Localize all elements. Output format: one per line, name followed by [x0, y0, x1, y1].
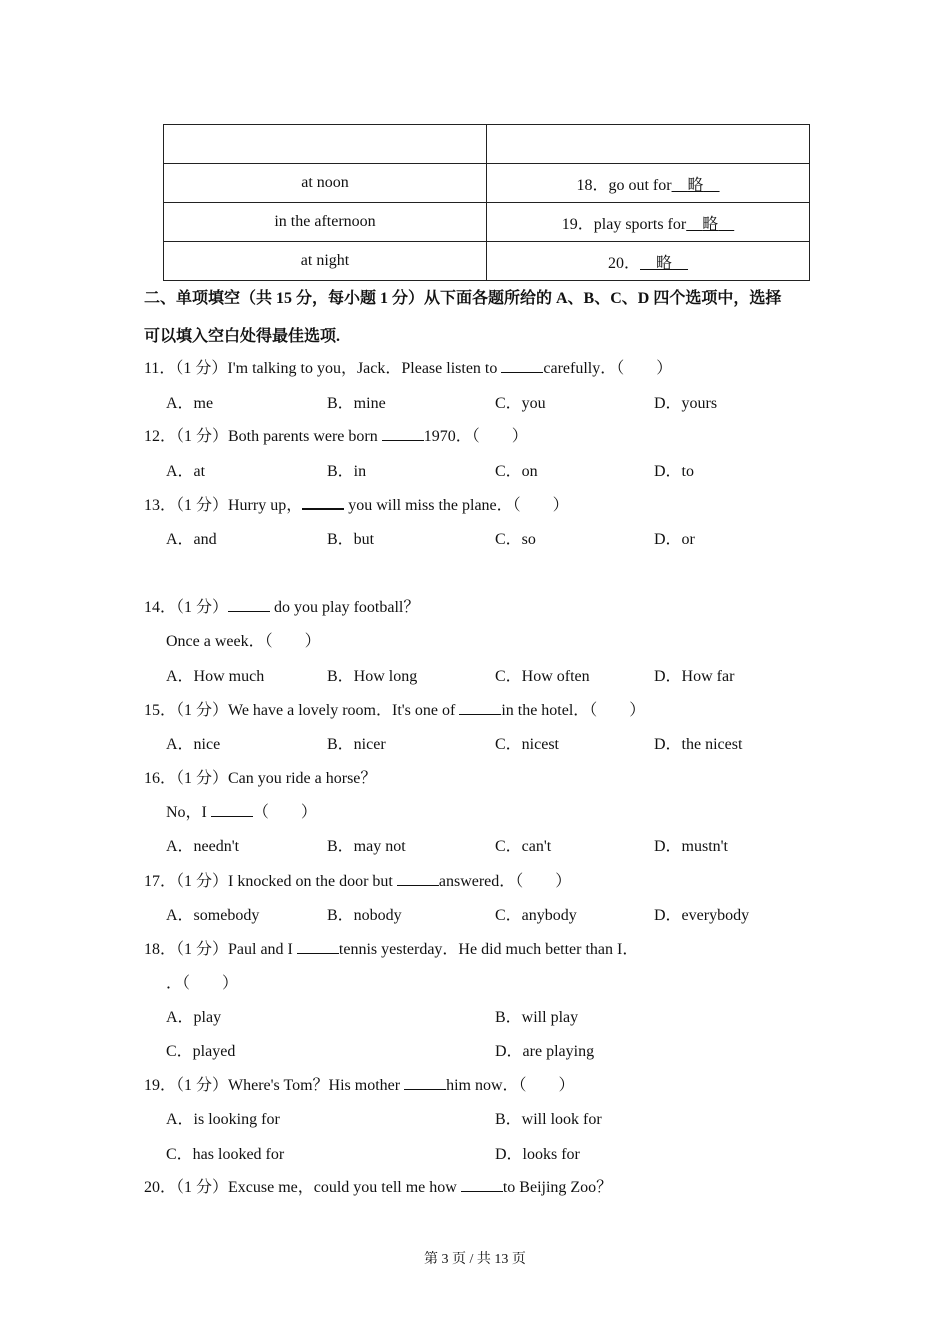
- option-c[interactable]: C．How often: [495, 668, 590, 685]
- table-row: [164, 125, 810, 164]
- stem-text: 17．（1 分）I knocked on the door but: [144, 873, 397, 890]
- stem-text: 19．（1 分）Where's Tom？His mother: [144, 1077, 405, 1094]
- table-cell-time: at noon: [164, 164, 487, 203]
- option-a[interactable]: A．needn't: [166, 838, 240, 855]
- question-stem: [144, 594, 419, 617]
- option-a[interactable]: A．me: [166, 395, 214, 412]
- question-reply: Once a week．（ ）: [166, 633, 321, 650]
- question-stem: [144, 936, 638, 959]
- stem-text: in the hotel．（ ）: [501, 702, 646, 719]
- option-c[interactable]: C．anybody: [495, 907, 577, 924]
- option-c[interactable]: C．nicest: [495, 736, 559, 753]
- answer-blank: [501, 358, 543, 373]
- stem-text: 14．（1 分）: [144, 599, 229, 616]
- activity-text: 18．go out for: [576, 176, 672, 194]
- table-cell-activity: [487, 242, 810, 281]
- answer-blank: [459, 700, 501, 715]
- reply-text: （ ）: [252, 804, 317, 821]
- option-a[interactable]: A．and: [166, 531, 217, 548]
- option-d[interactable]: D．How far: [654, 668, 735, 685]
- option-a[interactable]: A．nice: [166, 736, 221, 753]
- question-stem: [144, 765, 376, 788]
- stem-text: 1970．（ ）: [423, 428, 528, 445]
- option-c[interactable]: C．so: [495, 531, 536, 548]
- option-c[interactable]: C．you: [495, 395, 546, 412]
- schedule-table: [163, 124, 810, 281]
- stem-text: carefully．（ ）: [543, 360, 673, 377]
- reply-text: No，I: [166, 804, 211, 821]
- table-row: [164, 164, 810, 203]
- answer-blank: [302, 494, 344, 510]
- question-stem: [144, 355, 672, 378]
- option-d[interactable]: D．mustn't: [654, 838, 729, 855]
- stem-text: you will miss the plane．（ ）: [344, 497, 569, 514]
- answer-blank: [228, 597, 270, 612]
- question-reply: ．（ ）: [166, 975, 239, 992]
- stem-text: 18．（1 分）Paul and I: [144, 941, 297, 958]
- option-a[interactable]: A．at: [166, 463, 206, 480]
- option-b[interactable]: B．but: [327, 531, 375, 548]
- stem-text: 13．（1 分）Hurry up，: [144, 497, 303, 514]
- option-b[interactable]: B．in: [327, 463, 367, 480]
- answer-blank: [461, 1177, 503, 1192]
- question-stem: [144, 868, 571, 891]
- activity-text: 20．: [607, 254, 640, 272]
- question-reply: [166, 799, 317, 822]
- question-stem: [144, 492, 569, 515]
- option-c[interactable]: C．on: [495, 463, 538, 480]
- option-b[interactable]: B．may not: [327, 838, 406, 855]
- answer-blank: [397, 871, 439, 886]
- option-b[interactable]: B．nobody: [327, 907, 402, 924]
- option-b[interactable]: B．will play: [495, 1009, 579, 1026]
- stem-text: to Beijing Zoo？: [502, 1179, 613, 1196]
- answer-text: 略: [656, 254, 673, 272]
- stem-text: 20．（1 分）Excuse me，could you tell me how: [144, 1179, 461, 1196]
- option-d[interactable]: D．yours: [654, 395, 718, 412]
- option-d[interactable]: D．or: [654, 531, 695, 548]
- stem-text: 16．（1 分）Can you ride a horse？: [144, 770, 377, 787]
- stem-text: 11．（1 分）I'm talking to you，Jack．Please listen to: [144, 360, 502, 377]
- option-a[interactable]: A．is looking for: [166, 1111, 280, 1128]
- answer-blank: [686, 216, 734, 233]
- option-d[interactable]: D．to: [654, 463, 695, 480]
- stem-text: answered．（ ）: [438, 873, 572, 890]
- answer-text: 略: [687, 176, 704, 194]
- option-d[interactable]: D．are playing: [495, 1043, 595, 1060]
- table-row: [164, 242, 810, 281]
- stem-text: 12．（1 分）Both parents were born: [144, 428, 382, 445]
- answer-blank: [640, 255, 688, 272]
- option-b[interactable]: B．will look for: [495, 1111, 602, 1128]
- answer-blank: [297, 939, 339, 954]
- table-cell-activity: [487, 203, 810, 242]
- stem-text: tennis yesterday．He did much better than I．: [338, 941, 639, 958]
- question-stem: [144, 1174, 612, 1197]
- stem-text: 15．（1 分）We have a lovely room．It's one of: [144, 702, 460, 719]
- option-b[interactable]: B．How long: [327, 668, 418, 685]
- option-c[interactable]: C．can't: [495, 838, 552, 855]
- table-cell-activity: [487, 164, 810, 203]
- answer-blank: [382, 426, 424, 441]
- table-cell: [164, 125, 487, 164]
- answer-blank: [211, 802, 253, 817]
- option-d[interactable]: D．looks for: [495, 1146, 580, 1163]
- question-stem: [144, 1072, 575, 1095]
- stem-text: him now．（ ）: [446, 1077, 575, 1094]
- section-heading: 二、单项填空（共 15 分，每小题 1 分）从下面各题所给的 A、B、C、D 四个选项中，选择: [144, 290, 782, 307]
- answer-blank: [404, 1075, 446, 1090]
- page-footer: 第 3 页 / 共 13 页: [424, 1252, 526, 1267]
- answer-blank: [672, 177, 720, 194]
- option-b[interactable]: B．mine: [327, 395, 386, 412]
- option-a[interactable]: A．somebody: [166, 907, 260, 924]
- answer-text: 略: [702, 215, 719, 233]
- section-heading-cont: 可以填入空白处得最佳选项.: [144, 328, 341, 345]
- table-row: [164, 203, 810, 242]
- activity-text: 19．play sports for: [561, 215, 687, 233]
- option-d[interactable]: D．everybody: [654, 907, 750, 924]
- option-b[interactable]: B．nicer: [327, 736, 386, 753]
- option-d[interactable]: D．the nicest: [654, 736, 743, 753]
- table-cell: [487, 125, 810, 164]
- option-c[interactable]: C．played: [166, 1043, 236, 1060]
- option-a[interactable]: A．How much: [166, 668, 265, 685]
- question-stem: [144, 423, 528, 446]
- question-stem: [144, 697, 645, 720]
- table-cell-time: at night: [164, 242, 487, 281]
- option-a[interactable]: A．play: [166, 1009, 222, 1026]
- stem-text: do you play football？: [270, 599, 420, 616]
- option-c[interactable]: C．has looked for: [166, 1146, 285, 1163]
- table-cell-time: in the afternoon: [164, 203, 487, 242]
